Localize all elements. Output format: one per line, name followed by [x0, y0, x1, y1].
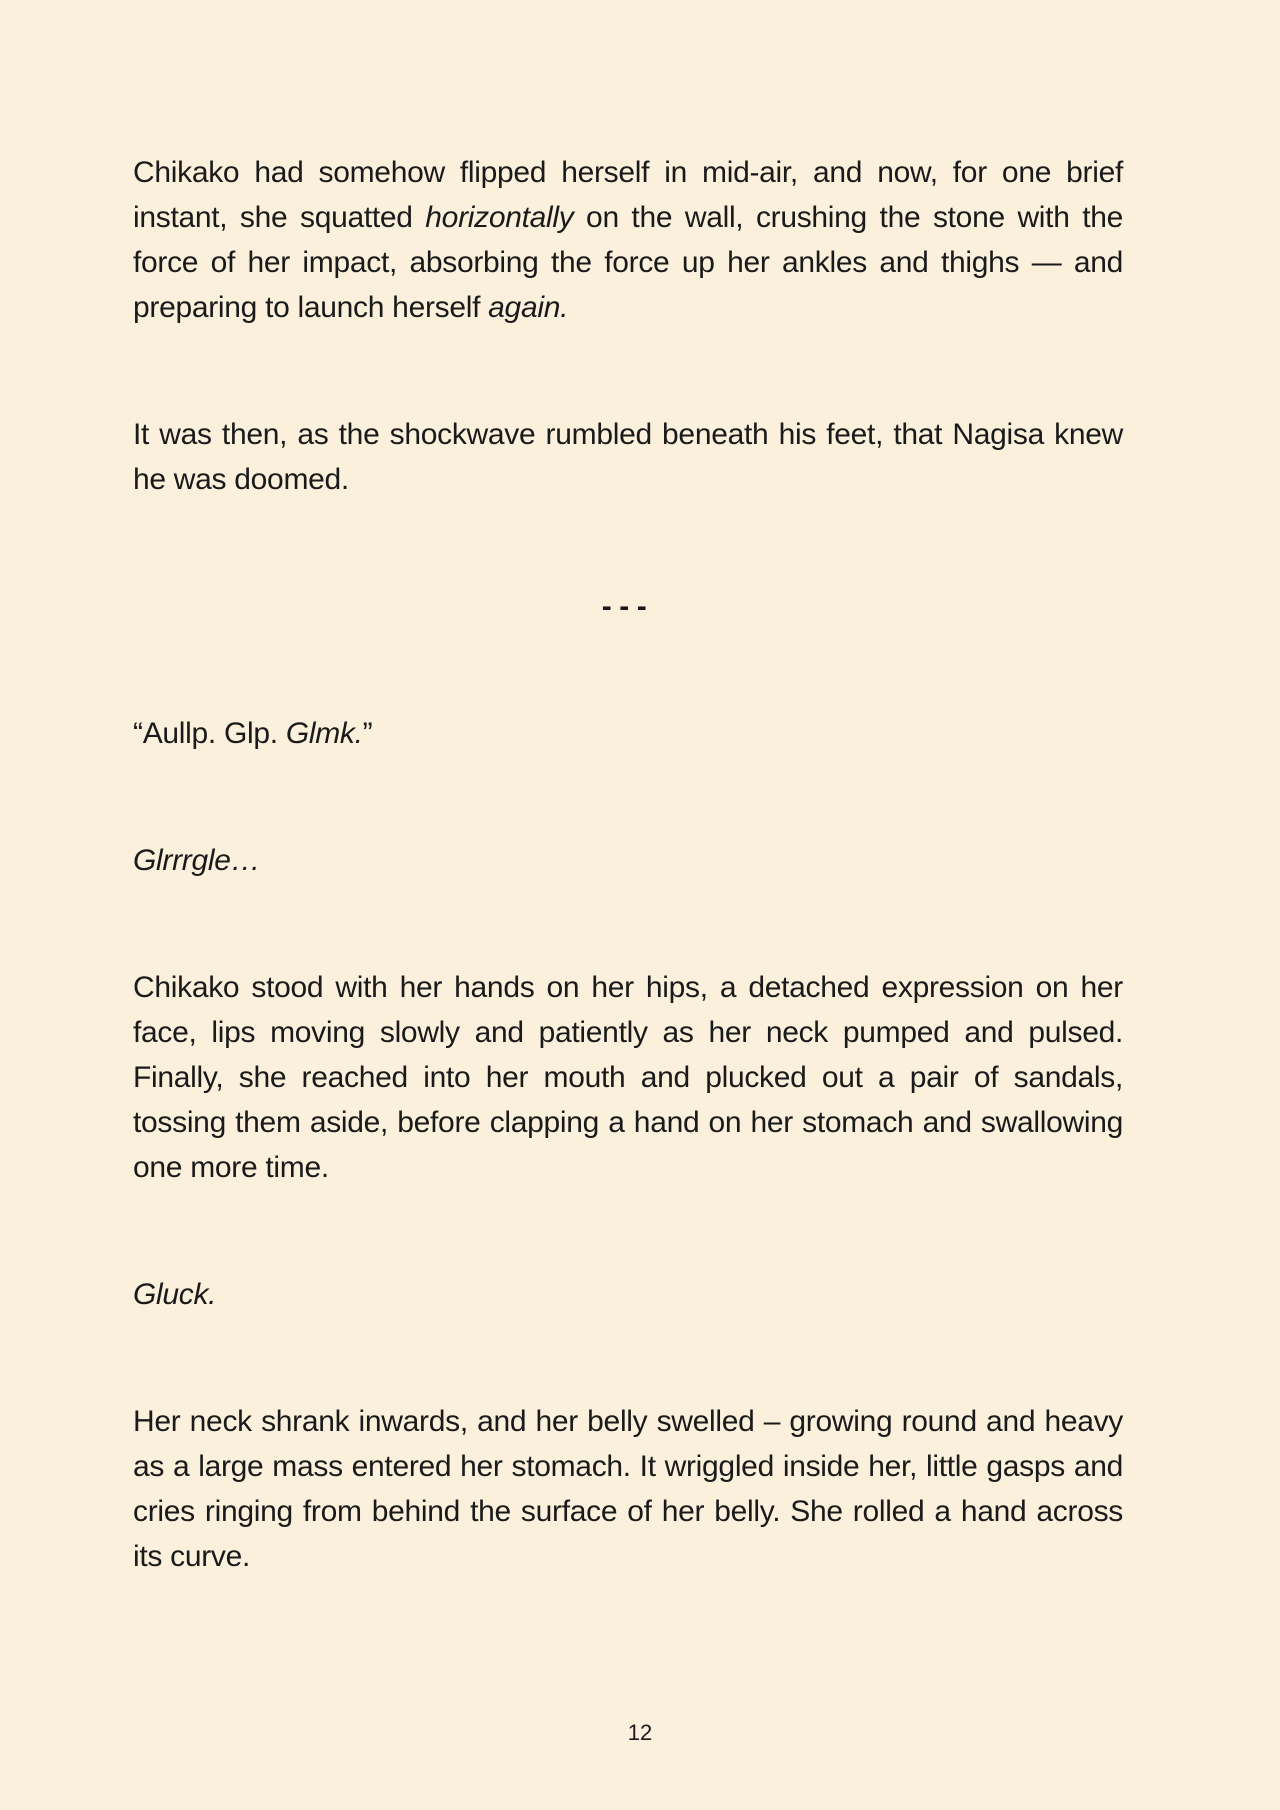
paragraph-5 — [133, 838, 1123, 883]
body-text: on the wall, crushing the stone with the force of her impact, absorbing the force up her ankles and thighs — and preparing to launch herself — [133, 201, 1123, 324]
body-text: ” — [362, 717, 373, 750]
paragraph-6 — [133, 965, 1123, 1190]
paragraph-2 — [133, 412, 1123, 502]
body-text: Chikako stood with her hands on her hips, a detached expression on her face, lips moving slowly and patiently as her neck pumped and pulsed. Finally, she reached into her mouth and plucked out a pair of sandals, tossing them aside, before clapping a hand on her stomach and swallowing one more time. — [133, 971, 1123, 1184]
paragraph-7 — [133, 1272, 1123, 1317]
italic-text: horizontally — [425, 201, 574, 234]
page-number: 12 — [627, 1720, 653, 1745]
paragraph-4 — [133, 711, 1123, 756]
paragraph-8 — [133, 1399, 1123, 1579]
italic-text: again. — [488, 291, 569, 324]
italic-text: Glrrrgle… — [133, 844, 261, 877]
italic-text: Glmk. — [285, 717, 363, 750]
scene-break-divider: --- — [601, 590, 655, 623]
page-text — [133, 150, 1123, 1661]
body-text: Chikako had somehow flipped herself in mid-air, and now, for one brief instant, she squatted — [133, 156, 1123, 234]
italic-text: Gluck. — [133, 1278, 217, 1311]
body-text: “Aullp. Glp. — [133, 717, 286, 750]
body-text: It was then, as the shockwave rumbled beneath his feet, that Nagisa knew he was doomed. — [133, 418, 1123, 496]
paragraph-1 — [133, 150, 1123, 330]
body-text: Her neck shrank inwards, and her belly swelled – growing round and heavy as a large mass entered her stomach. It wriggled inside her, little gasps and cries ringing from behind the surface of her belly. She rolled a hand across its curve. — [133, 1405, 1123, 1573]
